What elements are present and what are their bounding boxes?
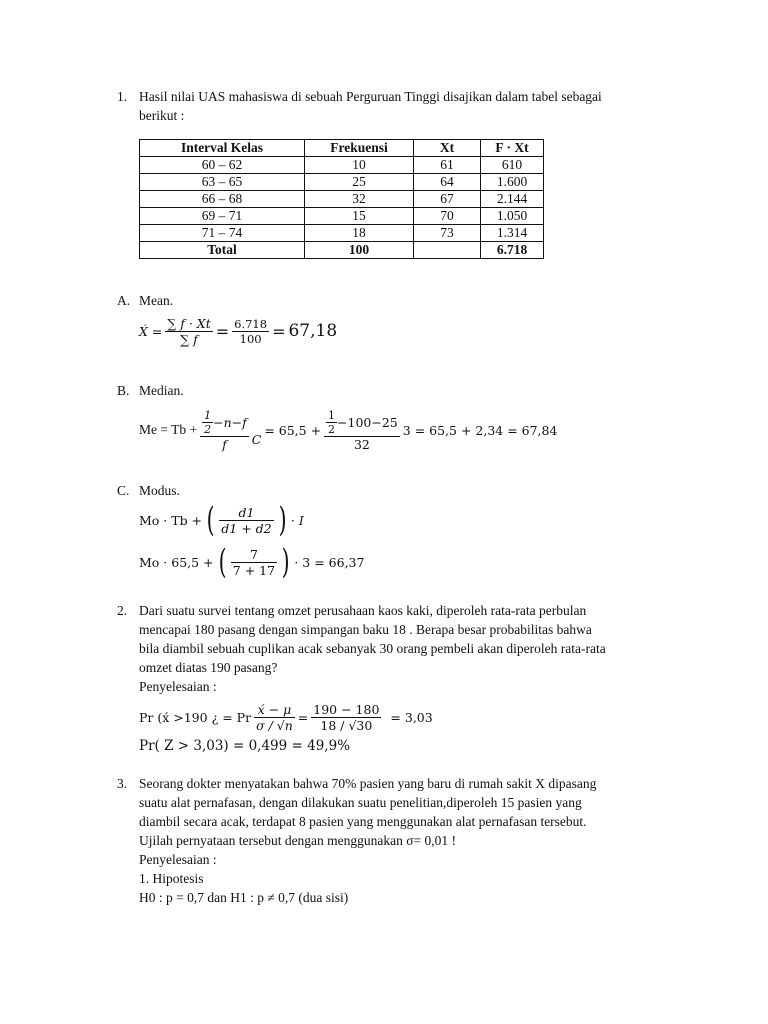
median-c: C xyxy=(251,432,262,447)
q2-line: mencapai 180 pasang dengan simpangan baku 18 . Berapa besar probabilitas bahwa xyxy=(139,622,592,637)
median-formula xyxy=(139,399,557,461)
median-frac1-rest: −n−f xyxy=(213,414,247,430)
col-header-frekuensi: Frekuensi xyxy=(305,140,414,157)
modus-label: C. xyxy=(117,483,130,498)
cell-xt: 61 xyxy=(414,157,481,174)
modus-line2-fraction xyxy=(231,547,277,578)
mean-value-fraction xyxy=(232,317,269,346)
half-denominator: 2 xyxy=(204,422,212,436)
cell-interval: 71 – 74 xyxy=(140,225,305,242)
q1-text-line1: Hasil nilai UAS mahasiswa di sebuah Perguruan Tinggi disajikan dalam tabel sebagai xyxy=(139,89,602,104)
col-header-fxt: F · Xt xyxy=(481,140,544,157)
cell-interval: 66 – 68 xyxy=(140,191,305,208)
q2-frac1-denominator: σ / √n xyxy=(256,717,293,733)
mean-lhs: X́ = xyxy=(139,323,163,339)
half-numerator: 1 xyxy=(204,408,212,422)
q2-frac2-numerator: 190 − 180 xyxy=(313,701,380,717)
mean-value-denominator: 100 xyxy=(239,331,262,346)
left-paren: ( xyxy=(206,500,215,540)
median-half-1 xyxy=(202,409,213,436)
median-label: B. xyxy=(117,383,130,398)
cell-total-frekuensi: 100 xyxy=(305,242,414,259)
cell-total-fxt: 6.718 xyxy=(481,242,544,259)
q3-line: suatu alat pernafasan, dengan dilakukan suatu penelitian,diperoleh 15 pasien yang xyxy=(139,795,582,810)
q3-line: Ujilah pernyataan tersebut dengan menggunakan σ= 0,01 ! xyxy=(139,833,457,848)
cell-total-xt xyxy=(414,242,481,259)
frequency-table xyxy=(139,139,544,259)
mean-value-numerator: 6.718 xyxy=(234,316,268,331)
q3-line: 1. Hipotesis xyxy=(139,871,204,886)
q2-number: 2. xyxy=(117,603,128,618)
cell-interval: 63 – 65 xyxy=(140,174,305,191)
cell-xt: 73 xyxy=(414,225,481,242)
median-frac2-rest: −100−25 xyxy=(337,414,398,430)
table-header-row xyxy=(140,140,544,157)
col-header-xt: Xt xyxy=(414,140,481,157)
table-row xyxy=(140,174,544,191)
modus-line1-numerator: d1 xyxy=(219,505,273,521)
q1-text-line2: berikut : xyxy=(139,108,185,123)
q2-line: Penyelesaian : xyxy=(139,679,217,694)
half-numerator: 1 xyxy=(328,408,336,422)
median-frac1-denominator: f xyxy=(222,436,227,452)
median-frac2-denominator: 32 xyxy=(353,436,370,452)
right-paren: ) xyxy=(278,500,287,540)
median-fraction-2 xyxy=(324,409,400,452)
cell-fxt: 1.314 xyxy=(481,225,544,242)
table-row xyxy=(140,157,544,174)
median-frac1-numerator xyxy=(200,409,249,437)
q2-eq2: Pr( Z > 3,03) = 0,499 = 49,9% xyxy=(139,738,351,754)
cell-fxt: 2.144 xyxy=(481,191,544,208)
modus-formula-1 xyxy=(139,499,304,541)
mean-eq1: = xyxy=(215,321,230,341)
q2-eq-lhs: Pr (x́ >190 ¿ = Pr xyxy=(139,709,252,725)
q3-number: 3. xyxy=(117,776,128,791)
table-row xyxy=(140,225,544,242)
cell-xt: 67 xyxy=(414,191,481,208)
modus-line2-lhs: Mo · 65,5 + xyxy=(139,554,214,570)
cell-frekuensi: 18 xyxy=(305,225,414,242)
right-paren: ) xyxy=(281,542,290,582)
q3-line: H0 : p = 0,7 dan H1 : p ≠ 0,7 (dua sisi) xyxy=(139,890,349,905)
table-row xyxy=(140,208,544,225)
table-total-row xyxy=(140,242,544,259)
median-title: Median. xyxy=(139,383,184,398)
half-denominator: 2 xyxy=(328,422,336,436)
q3-line: Penyelesaian : xyxy=(139,852,217,867)
cell-fxt: 1.600 xyxy=(481,174,544,191)
median-lhs: Me = Tb + xyxy=(139,422,198,437)
cell-interval: 69 – 71 xyxy=(140,208,305,225)
mean-result: 67,18 xyxy=(288,321,338,341)
cell-xt: 64 xyxy=(414,174,481,191)
mean-numerator: ∑ f · Xt xyxy=(167,315,211,331)
mean-formula xyxy=(139,308,337,354)
q2-eq-tail: = 3,03 xyxy=(390,709,433,725)
modus-line2-tail: · 3 = 66,37 xyxy=(294,554,365,570)
q2-line: Dari suatu survei tentang omzet perusahaan kaos kaki, diperoleh rata-rata perbulan xyxy=(139,603,587,618)
mean-denominator: ∑ f xyxy=(180,331,198,347)
table-row xyxy=(140,191,544,208)
median-mid: = 65,5 + xyxy=(264,422,322,438)
cell-frekuensi: 10 xyxy=(305,157,414,174)
cell-fxt: 1.050 xyxy=(481,208,544,225)
q2-line: bila diambil sebuah cuplikan acak sebanyak 30 orang pembeli akan diperoleh rata-rata xyxy=(139,641,606,656)
q1-number: 1. xyxy=(117,89,128,104)
modus-line1-fraction xyxy=(219,505,273,536)
q2-fraction-1 xyxy=(254,702,295,733)
modus-line1-tail: · I xyxy=(290,512,304,528)
cell-frekuensi: 32 xyxy=(305,191,414,208)
median-frac2-numerator xyxy=(324,409,400,437)
q2-frac2-denominator: 18 / √30 xyxy=(320,717,373,733)
cell-frekuensi: 25 xyxy=(305,174,414,191)
cell-total-label: Total xyxy=(140,242,305,259)
median-half-2 xyxy=(326,409,337,436)
q3-line: diambil secara acak, terdapat 8 pasien yang menggunakan alat pernafasan tersebut. xyxy=(139,814,587,829)
cell-frekuensi: 15 xyxy=(305,208,414,225)
mean-fraction xyxy=(165,316,212,347)
mean-title: Mean. xyxy=(139,293,174,308)
mean-label: A. xyxy=(117,293,131,308)
q2-eq-mid: = xyxy=(297,709,309,725)
q2-frac1-numerator: x́ − μ xyxy=(254,702,295,718)
modus-line1-lhs: Mo · Tb + xyxy=(139,512,203,528)
q3-line: Seorang dokter menyatakan bahwa 70% pasien yang baru di rumah sakit X dipasang xyxy=(139,776,597,791)
cell-interval: 60 – 62 xyxy=(140,157,305,174)
modus-line1-denominator: d1 + d2 xyxy=(221,520,272,536)
cell-fxt: 610 xyxy=(481,157,544,174)
median-tail: 3 = 65,5 + 2,34 = 67,84 xyxy=(402,422,558,438)
modus-line2-numerator: 7 xyxy=(231,547,277,563)
mean-eq2: = xyxy=(272,321,286,341)
modus-formula-2 xyxy=(139,541,364,583)
col-header-interval: Interval Kelas xyxy=(140,140,305,157)
cell-xt: 70 xyxy=(414,208,481,225)
median-fraction-1 xyxy=(200,409,249,452)
q2-fraction-2 xyxy=(311,702,381,733)
q2-formula xyxy=(139,696,433,738)
modus-title: Modus. xyxy=(139,483,180,498)
left-paren: ( xyxy=(218,542,227,582)
q2-line: omzet diatas 190 pasang? xyxy=(139,660,278,675)
modus-line2-denominator: 7 + 17 xyxy=(232,562,276,578)
